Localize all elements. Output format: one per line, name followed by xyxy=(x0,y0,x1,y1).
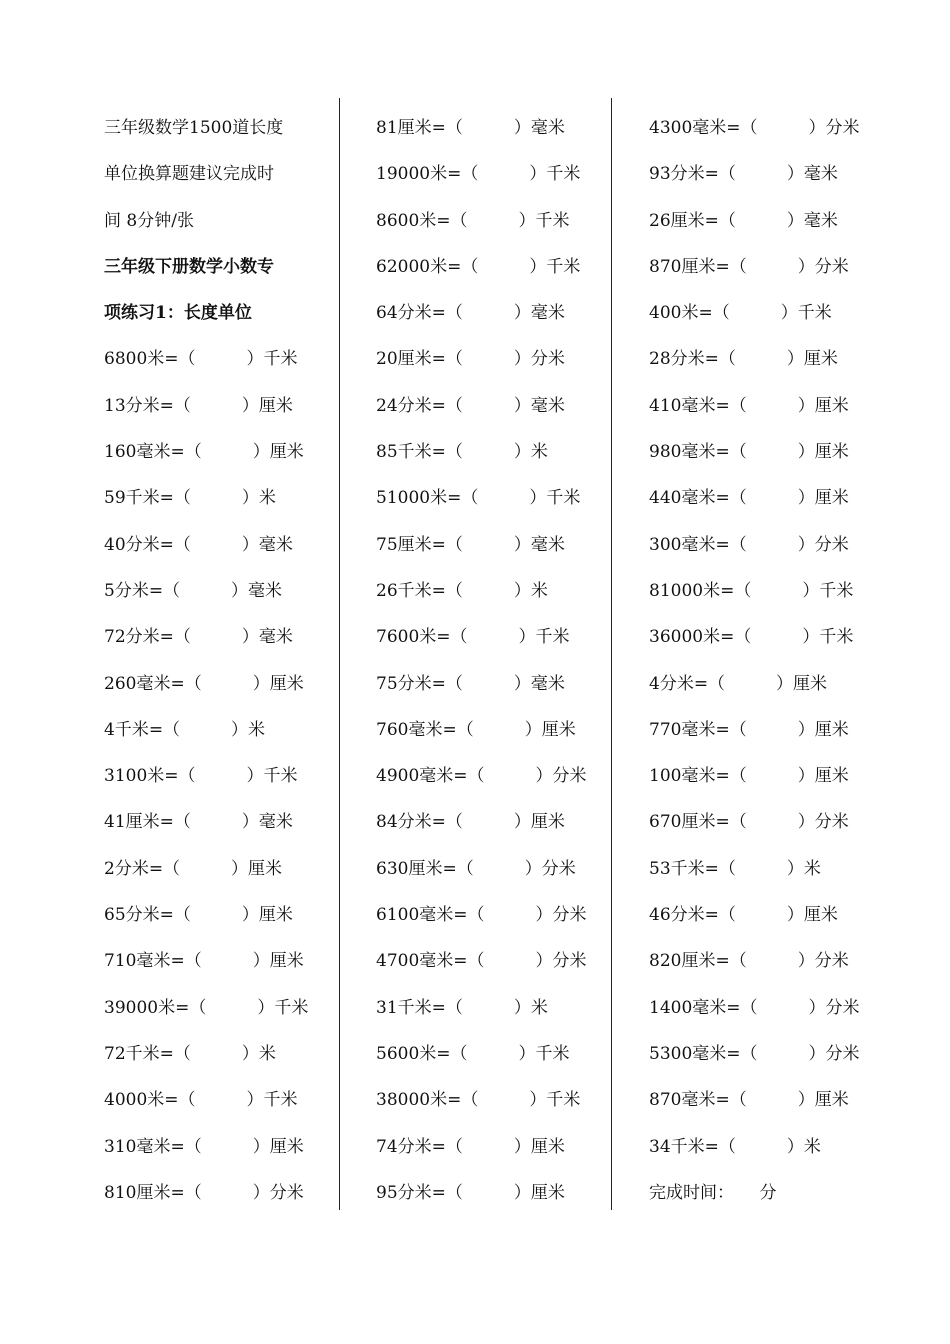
conversion-problem: 2分米=（ ）厘米 xyxy=(104,858,283,879)
conversion-problem: 7600米=（ ）千米 xyxy=(376,627,570,648)
intro-line: 三年级数学1500道长度 xyxy=(104,118,284,138)
conversion-problem: 38000米=（ ）千米 xyxy=(376,1090,581,1111)
conversion-problem: 100毫米=（ ）厘米 xyxy=(649,766,849,787)
conversion-problem: 5分米=（ ）毫米 xyxy=(104,580,283,601)
conversion-problem: 40分米=（ ）毫米 xyxy=(104,534,293,555)
conversion-problem: 300毫米=（ ）分米 xyxy=(649,534,849,555)
conversion-problem: 6800米=（ ）千米 xyxy=(104,349,298,370)
intro-line: 单位换算题建议完成时 xyxy=(104,164,274,185)
conversion-problem: 19000米=（ ）千米 xyxy=(376,164,581,185)
conversion-problem: 5600米=（ ）千米 xyxy=(376,1043,570,1064)
conversion-problem: 20厘米=（ ）分米 xyxy=(376,349,565,370)
conversion-problem: 980毫米=（ ）厘米 xyxy=(649,442,849,463)
conversion-problem: 4分米=（ ）厘米 xyxy=(649,673,828,694)
conversion-problem: 760毫米=（ ）厘米 xyxy=(376,719,576,740)
conversion-problem: 46分米=（ ）厘米 xyxy=(649,905,838,926)
section-heading: 项练习1：长度单位 xyxy=(104,303,252,324)
section-heading: 三年级下册数学小数专 xyxy=(104,256,274,277)
conversion-problem: 95分米=（ ）厘米 xyxy=(376,1182,565,1203)
conversion-problem: 4700毫米=（ ）分米 xyxy=(376,951,587,972)
conversion-problem: 6100毫米=（ ）分米 xyxy=(376,905,587,926)
conversion-problem: 770毫米=（ ）厘米 xyxy=(649,719,849,740)
conversion-problem: 260毫米=（ ）厘米 xyxy=(104,673,304,694)
conversion-problem: 28分米=（ ）厘米 xyxy=(649,349,838,370)
conversion-problem: 630厘米=（ ）分米 xyxy=(376,858,576,879)
conversion-problem: 59千米=（ ）米 xyxy=(104,488,276,509)
conversion-problem: 870毫米=（ ）厘米 xyxy=(649,1090,849,1111)
conversion-problem: 4900毫米=（ ）分米 xyxy=(376,766,587,787)
conversion-problem: 84分米=（ ）厘米 xyxy=(376,812,565,833)
conversion-problem: 160毫米=（ ）厘米 xyxy=(104,442,304,463)
column-divider-left xyxy=(339,98,340,1210)
column-1 xyxy=(104,105,332,1216)
conversion-problem: 410毫米=（ ）厘米 xyxy=(649,395,849,416)
conversion-problem: 31千米=（ ）米 xyxy=(376,997,548,1018)
completion-time: 完成时间： 分 xyxy=(649,1182,777,1203)
column-divider-right xyxy=(611,98,612,1210)
conversion-problem: 65分米=（ ）厘米 xyxy=(104,905,293,926)
conversion-problem: 24分米=（ ）毫米 xyxy=(376,395,565,416)
conversion-problem: 39000米=（ ）千米 xyxy=(104,997,309,1018)
column-3 xyxy=(649,105,879,1216)
conversion-problem: 81000米=（ ）千米 xyxy=(649,580,854,601)
conversion-problem: 85千米=（ ）米 xyxy=(376,442,548,463)
conversion-problem: 710毫米=（ ）厘米 xyxy=(104,951,304,972)
conversion-problem: 820厘米=（ ）分米 xyxy=(649,951,849,972)
conversion-problem: 8600米=（ ）千米 xyxy=(376,210,570,231)
conversion-problem: 36000米=（ ）千米 xyxy=(649,627,854,648)
column-2 xyxy=(376,105,604,1216)
conversion-problem: 1400毫米=（ ）分米 xyxy=(649,997,860,1018)
conversion-problem: 93分米=（ ）毫米 xyxy=(649,164,838,185)
conversion-problem: 810厘米=（ ）分米 xyxy=(104,1182,304,1203)
conversion-problem: 4千米=（ ）米 xyxy=(104,719,266,740)
conversion-problem: 440毫米=（ ）厘米 xyxy=(649,488,849,509)
conversion-problem: 5300毫米=（ ）分米 xyxy=(649,1043,860,1064)
conversion-problem: 75厘米=（ ）毫米 xyxy=(376,534,565,555)
conversion-problem: 51000米=（ ）千米 xyxy=(376,488,581,509)
conversion-problem: 81厘米=（ ）毫米 xyxy=(376,118,565,138)
conversion-problem: 62000米=（ ）千米 xyxy=(376,256,581,277)
conversion-problem: 3100米=（ ）千米 xyxy=(104,766,298,787)
conversion-problem: 34千米=（ ）米 xyxy=(649,1136,821,1157)
conversion-problem: 75分米=（ ）毫米 xyxy=(376,673,565,694)
conversion-problem: 64分米=（ ）毫米 xyxy=(376,303,565,324)
conversion-problem: 26厘米=（ ）毫米 xyxy=(649,210,838,231)
conversion-problem: 72千米=（ ）米 xyxy=(104,1043,276,1064)
conversion-problem: 13分米=（ ）厘米 xyxy=(104,395,293,416)
intro-line: 间 8分钟/张 xyxy=(104,210,194,231)
conversion-problem: 670厘米=（ ）分米 xyxy=(649,812,849,833)
conversion-problem: 53千米=（ ）米 xyxy=(649,858,821,879)
conversion-problem: 4300毫米=（ ）分米 xyxy=(649,118,860,138)
conversion-problem: 4000米=（ ）千米 xyxy=(104,1090,298,1111)
conversion-problem: 72分米=（ ）毫米 xyxy=(104,627,293,648)
conversion-problem: 74分米=（ ）厘米 xyxy=(376,1136,565,1157)
conversion-problem: 26千米=（ ）米 xyxy=(376,580,548,601)
conversion-problem: 310毫米=（ ）厘米 xyxy=(104,1136,304,1157)
conversion-problem: 400米=（ ）千米 xyxy=(649,303,832,324)
conversion-problem: 870厘米=（ ）分米 xyxy=(649,256,849,277)
conversion-problem: 41厘米=（ ）毫米 xyxy=(104,812,293,833)
